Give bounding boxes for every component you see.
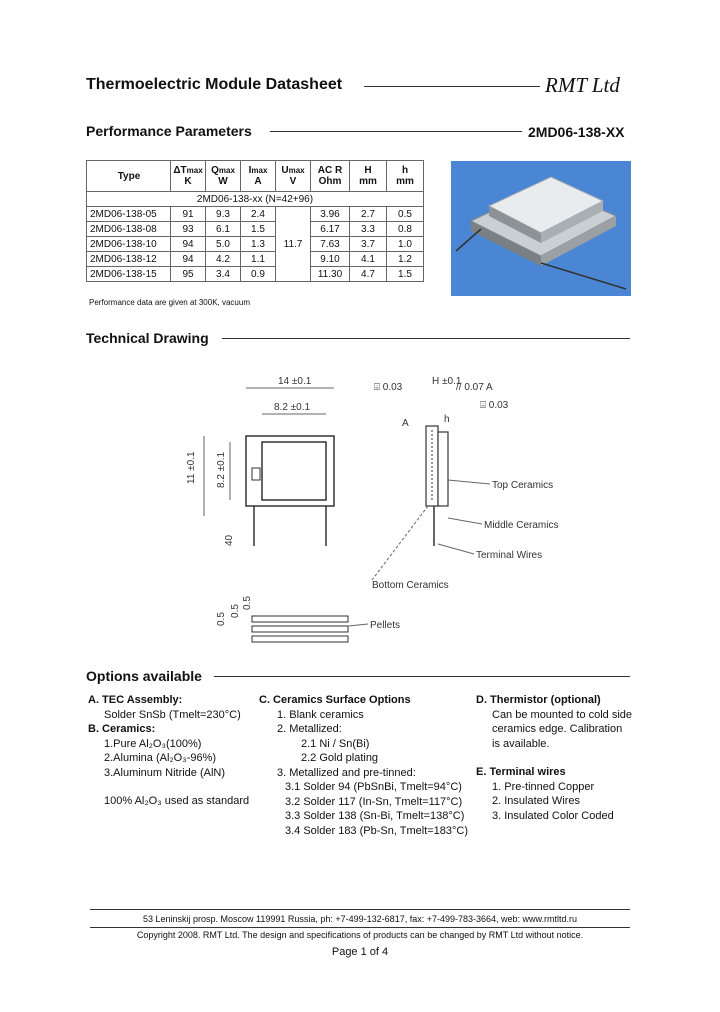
option-d-1: Can be mounted to cold side xyxy=(492,708,633,721)
cell-q: 9.3 xyxy=(206,207,241,222)
cell-h: 0.5 xyxy=(387,207,424,222)
option-c-3: 3. Metallized and pre-tinned: xyxy=(277,766,416,779)
cell-H: 2.7 xyxy=(350,207,387,222)
model-code: 2MD06-138-XX xyxy=(528,124,625,140)
dim-inner-v-label: 8.2 ±0.1 xyxy=(216,451,227,488)
cell-h: 1.5 xyxy=(387,267,424,282)
option-d-3: is available. xyxy=(492,737,550,750)
performance-heading: Performance Parameters xyxy=(86,123,252,139)
option-b-heading: B. Ceramics: xyxy=(88,723,156,735)
option-a-heading: A. TEC Assembly: xyxy=(88,694,183,706)
cell-H: 3.7 xyxy=(350,237,387,252)
tol3-label: ⌹ 0.03 xyxy=(480,400,509,411)
top-view-inner xyxy=(262,442,326,500)
footer-copyright: Copyright 2008. RMT Ltd. The design and specifications of products can be changed by RMT Ltd without notice. xyxy=(136,930,584,940)
col-q-label: Qmax xyxy=(211,165,235,176)
cell-r: 6.17 xyxy=(311,222,350,237)
cell-type: 2MD06-138-05 xyxy=(87,207,171,222)
option-b-note: 100% Al₂O₃ used as standard xyxy=(104,795,250,807)
cell-r: 3.96 xyxy=(311,207,350,222)
section-dim-3: 0.5 xyxy=(242,596,253,610)
dim-height-label: 11 ±0.1 xyxy=(186,451,197,484)
cell-dt: 91 xyxy=(171,207,206,222)
cell-q: 6.1 xyxy=(206,222,241,237)
side-view-middle-ceramics xyxy=(438,432,448,506)
col-h-label: h xyxy=(401,165,409,176)
tol2-label: // 0.07 A xyxy=(456,382,493,393)
label-terminal-wires: Terminal Wires xyxy=(476,550,543,561)
footer-address: 53 Leninskij prosp. Moscow 119991 Russia, ph: +7-499-132-6817, fax: +7-499-783-3664, web: www.rmtltd.ru xyxy=(142,914,578,924)
cell-dt: 93 xyxy=(171,222,206,237)
col-H-unit: mm xyxy=(359,176,377,187)
section-layer-1 xyxy=(252,616,348,622)
col-i-label: Imax xyxy=(248,165,268,176)
cell-dt: 94 xyxy=(171,252,206,267)
cell-q: 5.0 xyxy=(206,237,241,252)
col-r-unit: Ohm xyxy=(318,176,342,187)
header-rule xyxy=(364,86,540,87)
cell-h: 0.8 xyxy=(387,222,424,237)
col-q xyxy=(206,161,241,192)
cell-dt: 94 xyxy=(171,237,206,252)
table-row xyxy=(87,222,424,237)
performance-note: Performance data are given at 300K, vacuum xyxy=(89,298,250,307)
table-row xyxy=(87,267,424,282)
footer-rule-2 xyxy=(90,927,630,928)
footer-rule xyxy=(90,909,630,910)
option-d-heading: D. Thermistor (optional) xyxy=(476,694,601,706)
option-d-2: ceramics edge. Calibration xyxy=(492,723,623,735)
col-u-unit: V xyxy=(289,176,297,187)
option-c-3-4: 3.4 Solder 183 (Pb-Sn, Tmelt=183°C) xyxy=(285,824,469,837)
col-h-unit: mm xyxy=(396,176,414,187)
option-e-2: 2. Insulated Wires xyxy=(492,795,581,807)
section-layer-2 xyxy=(252,626,348,632)
col-type-label: Type xyxy=(117,170,141,182)
option-e-3: 3. Insulated Color Coded xyxy=(492,809,614,822)
option-c-3-3: 3.3 Solder 138 (Sn-Bi, Tmelt=138°C) xyxy=(285,810,465,822)
option-c-1: 1. Blank ceramics xyxy=(277,708,364,721)
leader-wires xyxy=(438,544,474,554)
section-dim-2: 0.5 xyxy=(230,604,241,618)
doc-title: Thermoelectric Module Datasheet xyxy=(86,76,343,93)
option-b-1: 1.Pure Al₂O₃(100%) xyxy=(104,737,202,750)
col-H-label: H xyxy=(364,165,372,176)
option-c-heading: C. Ceramics Surface Options xyxy=(259,694,411,706)
drawing-heading: Technical Drawing xyxy=(86,330,209,346)
label-bottom-ceramics: Bottom Ceramics xyxy=(372,580,449,591)
col-dt-unit: K xyxy=(184,176,192,187)
leader-middle xyxy=(448,518,482,524)
module-photo xyxy=(451,161,631,296)
option-c-2-2: 2.2 Gold plating xyxy=(301,752,379,764)
cell-h: 1.2 xyxy=(387,252,424,267)
series-label: 2MD06-138-xx (N=42+96) xyxy=(87,192,424,207)
cell-i: 0.9 xyxy=(241,267,276,282)
option-c-3-2: 3.2 Solder 117 (In-Sn, Tmelt=117°C) xyxy=(285,795,463,808)
table-header-row xyxy=(87,161,424,192)
options-heading: Options available xyxy=(86,668,202,684)
cell-q: 3.4 xyxy=(206,267,241,282)
col-dt-label: ΔTmax xyxy=(173,165,203,176)
section-dim-1: 0.5 xyxy=(216,612,227,626)
option-c-2: 2. Metallized: xyxy=(277,723,342,735)
option-b-3: 3.Aluminum Nitride (AlN) xyxy=(104,766,226,779)
col-i-unit: A xyxy=(254,176,262,187)
cell-type: 2MD06-138-08 xyxy=(87,222,171,237)
cell-i: 1.3 xyxy=(241,237,276,252)
options-col-c xyxy=(259,693,469,838)
col-u-label: Umax xyxy=(281,165,305,176)
label-top-ceramics: Top Ceramics xyxy=(492,480,554,491)
col-h xyxy=(387,161,424,192)
dim-wire-label: 40 xyxy=(224,534,235,546)
cell-type: 2MD06-138-10 xyxy=(87,237,171,252)
label-middle-ceramics: Middle Ceramics xyxy=(484,520,559,531)
table-row xyxy=(87,237,424,252)
col-r-label: AC R xyxy=(317,165,343,176)
table-row xyxy=(87,207,424,222)
page-number: Page 1 of 4 xyxy=(331,946,389,958)
cell-H: 3.3 xyxy=(350,222,387,237)
dim-inner-label: 8.2 ±0.1 xyxy=(274,402,311,413)
cell-i: 1.5 xyxy=(241,222,276,237)
performance-table xyxy=(86,160,424,282)
col-i xyxy=(241,161,276,192)
option-e-1: 1. Pre-tinned Copper xyxy=(492,780,595,793)
cell-r: 11.30 xyxy=(311,267,350,282)
brand-logo: RMT Ltd xyxy=(545,73,620,97)
option-c-2-1: 2.1 Ni / Sn(Bi) xyxy=(301,737,370,750)
performance-rule xyxy=(270,131,522,132)
cell-type: 2MD06-138-12 xyxy=(87,252,171,267)
cell-H: 4.1 xyxy=(350,252,387,267)
col-r xyxy=(311,161,350,192)
thermistor-pad xyxy=(252,468,260,480)
cell-r: 7.63 xyxy=(311,237,350,252)
leader-pellets xyxy=(348,624,368,626)
option-e-heading: E. Terminal wires xyxy=(476,766,566,778)
datum-label: A xyxy=(402,418,409,429)
col-dt xyxy=(171,161,206,192)
cell-h: 1.0 xyxy=(387,237,424,252)
dim-side-label: H ±0.1 xyxy=(432,376,462,387)
cell-r: 9.10 xyxy=(311,252,350,267)
cell-q: 4.2 xyxy=(206,252,241,267)
options-col-a xyxy=(88,693,253,809)
drawing-rule xyxy=(222,338,630,339)
section-layer-3 xyxy=(252,636,348,642)
cell-umax: 11.7 xyxy=(276,207,311,282)
cell-H: 4.7 xyxy=(350,267,387,282)
leader-top xyxy=(448,480,490,484)
cell-dt: 95 xyxy=(171,267,206,282)
options-rule xyxy=(214,676,630,677)
leader-bottom xyxy=(372,506,428,580)
col-u xyxy=(276,161,311,192)
options-col-d xyxy=(476,693,636,823)
col-q-unit: W xyxy=(218,176,228,187)
option-a-1: Solder SnSb (Tmelt=230°C) xyxy=(104,708,241,721)
dim-outer-label: 14 ±0.1 xyxy=(278,376,312,387)
label-pellets: Pellets xyxy=(370,620,401,631)
cell-i: 1.1 xyxy=(241,252,276,267)
h-label: h xyxy=(444,414,450,425)
option-b-2: 2.Alumina (Al₂O₃-96%) xyxy=(104,752,217,764)
cell-type: 2MD06-138-15 xyxy=(87,267,171,282)
table-row xyxy=(87,252,424,267)
col-H xyxy=(350,161,387,192)
option-c-3-1: 3.1 Solder 94 (PbSnBi, Tmelt=94°C) xyxy=(285,781,462,793)
table-subheader-row xyxy=(87,192,424,207)
cell-i: 2.4 xyxy=(241,207,276,222)
top-view-outer xyxy=(246,436,334,506)
col-type xyxy=(87,161,171,192)
technical-drawing xyxy=(180,370,600,660)
tol1-label: ⌹ 0.03 xyxy=(374,382,403,393)
